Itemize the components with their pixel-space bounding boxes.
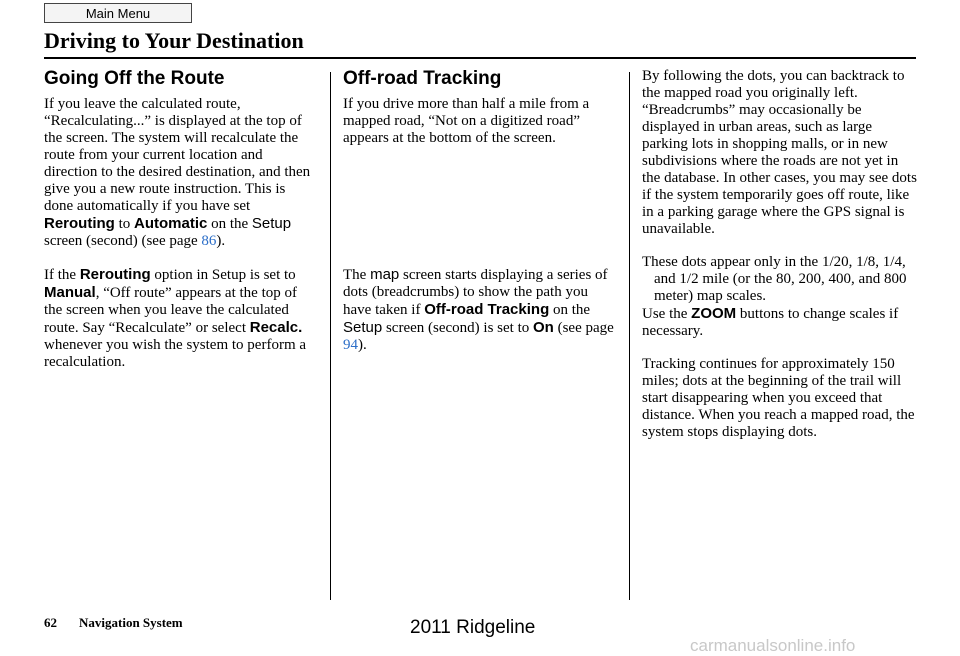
main-menu-button[interactable]: Main Menu	[44, 3, 192, 23]
paragraph-tracking-limit: Tracking continues for approximately 150 miles; dots at the beginning of the trail will start disappearing when you exceed that distance. When you reach a mapped road, the system stops displaying dots.	[642, 356, 915, 440]
zoom-term: ZOOM	[691, 305, 737, 322]
model-watermark: 2011 Ridgeline	[410, 617, 536, 638]
text: , “Off route” appears at the top of the screen when you leave the calculated route. Say “Recalculate” or select	[44, 285, 297, 336]
text: option in Setup is set to	[150, 267, 296, 283]
column-off-road-tracking	[343, 68, 618, 354]
paragraph-not-digitized: If you drive more than half a mile from a mapped road, “Not on a digitized road” appears at the bottom of the screen.	[343, 96, 590, 146]
page-title: Driving to Your Destination	[44, 28, 304, 53]
text: on the	[549, 302, 591, 318]
paragraph-breadcrumbs	[343, 266, 618, 354]
paragraph-zoom	[642, 305, 918, 340]
site-watermark: carmanualsonline.info	[690, 636, 856, 655]
column-going-off-route	[44, 68, 316, 371]
recalc-term: Recalc.	[249, 319, 303, 336]
paragraph-map-scales: These dots appear only in the 1/20, 1/8, 1/4, and 1/2 mile (or the 80, 200, 400, and 800 meter) map scales.	[642, 254, 907, 304]
paragraph-manual-rerouting	[44, 266, 316, 371]
title-rule	[44, 57, 916, 59]
text: The	[343, 267, 371, 283]
paragraph-backtrack: By following the dots, you can backtrack to the mapped road you originally left. “Breadcrumbs” may occasionally be displayed in urban areas, such as large parking lots in shopping malls, or in new subdivisions where the roads are not yet in the database. In other cases, you may see dots if the system temporarily goes off route, like in a parking garage where the GPS signal is unavailable.	[642, 68, 917, 237]
rerouting-term: Rerouting	[44, 215, 115, 232]
section-heading-going-off-route: Going Off the Route	[44, 68, 225, 89]
automatic-term: Automatic	[134, 215, 208, 232]
column-breadcrumbs-continued	[642, 68, 918, 441]
text: screen (second) is set to	[382, 320, 533, 336]
text: ).	[216, 233, 226, 249]
text: If you leave the calculated route, “Recalculating...” is displayed at the top of the screen. The system will recalculate the route from your current location and direction to the desired destination, and then give you a new route instruction. This is done automatically if you have set	[44, 96, 311, 214]
setup-term: Setup	[251, 215, 292, 232]
setup-term: Setup	[343, 319, 383, 336]
column-divider	[330, 72, 331, 600]
manual-term: Manual	[44, 284, 96, 301]
text: buttons to change scales if necessary.	[642, 306, 899, 339]
section-heading-off-road-tracking: Off-road Tracking	[343, 68, 502, 89]
page-number: 62	[44, 615, 57, 630]
rerouting-term: Rerouting	[79, 266, 151, 283]
text: (see page	[553, 320, 614, 336]
footer-section-name: Navigation System	[79, 615, 183, 630]
text: If the	[44, 267, 80, 283]
text: Use the	[642, 306, 692, 322]
text: screen starts displaying a series of dots (breadcrumbs) to show the path you have taken if	[343, 267, 608, 318]
page-link-86[interactable]: 86	[201, 233, 217, 249]
text: to	[114, 216, 134, 232]
off-road-tracking-term: Off-road Tracking	[424, 301, 550, 318]
text: screen (second) (see page	[44, 233, 202, 249]
on-term: On	[533, 319, 554, 336]
page-link-94[interactable]: 94	[343, 337, 358, 353]
paragraph-recalculating	[44, 96, 316, 250]
column-divider	[629, 72, 630, 600]
text: ).	[358, 337, 367, 353]
map-term: map	[370, 266, 400, 283]
text: whenever you wish the system to perform a recalculation.	[44, 337, 307, 370]
text: on the	[207, 216, 252, 232]
